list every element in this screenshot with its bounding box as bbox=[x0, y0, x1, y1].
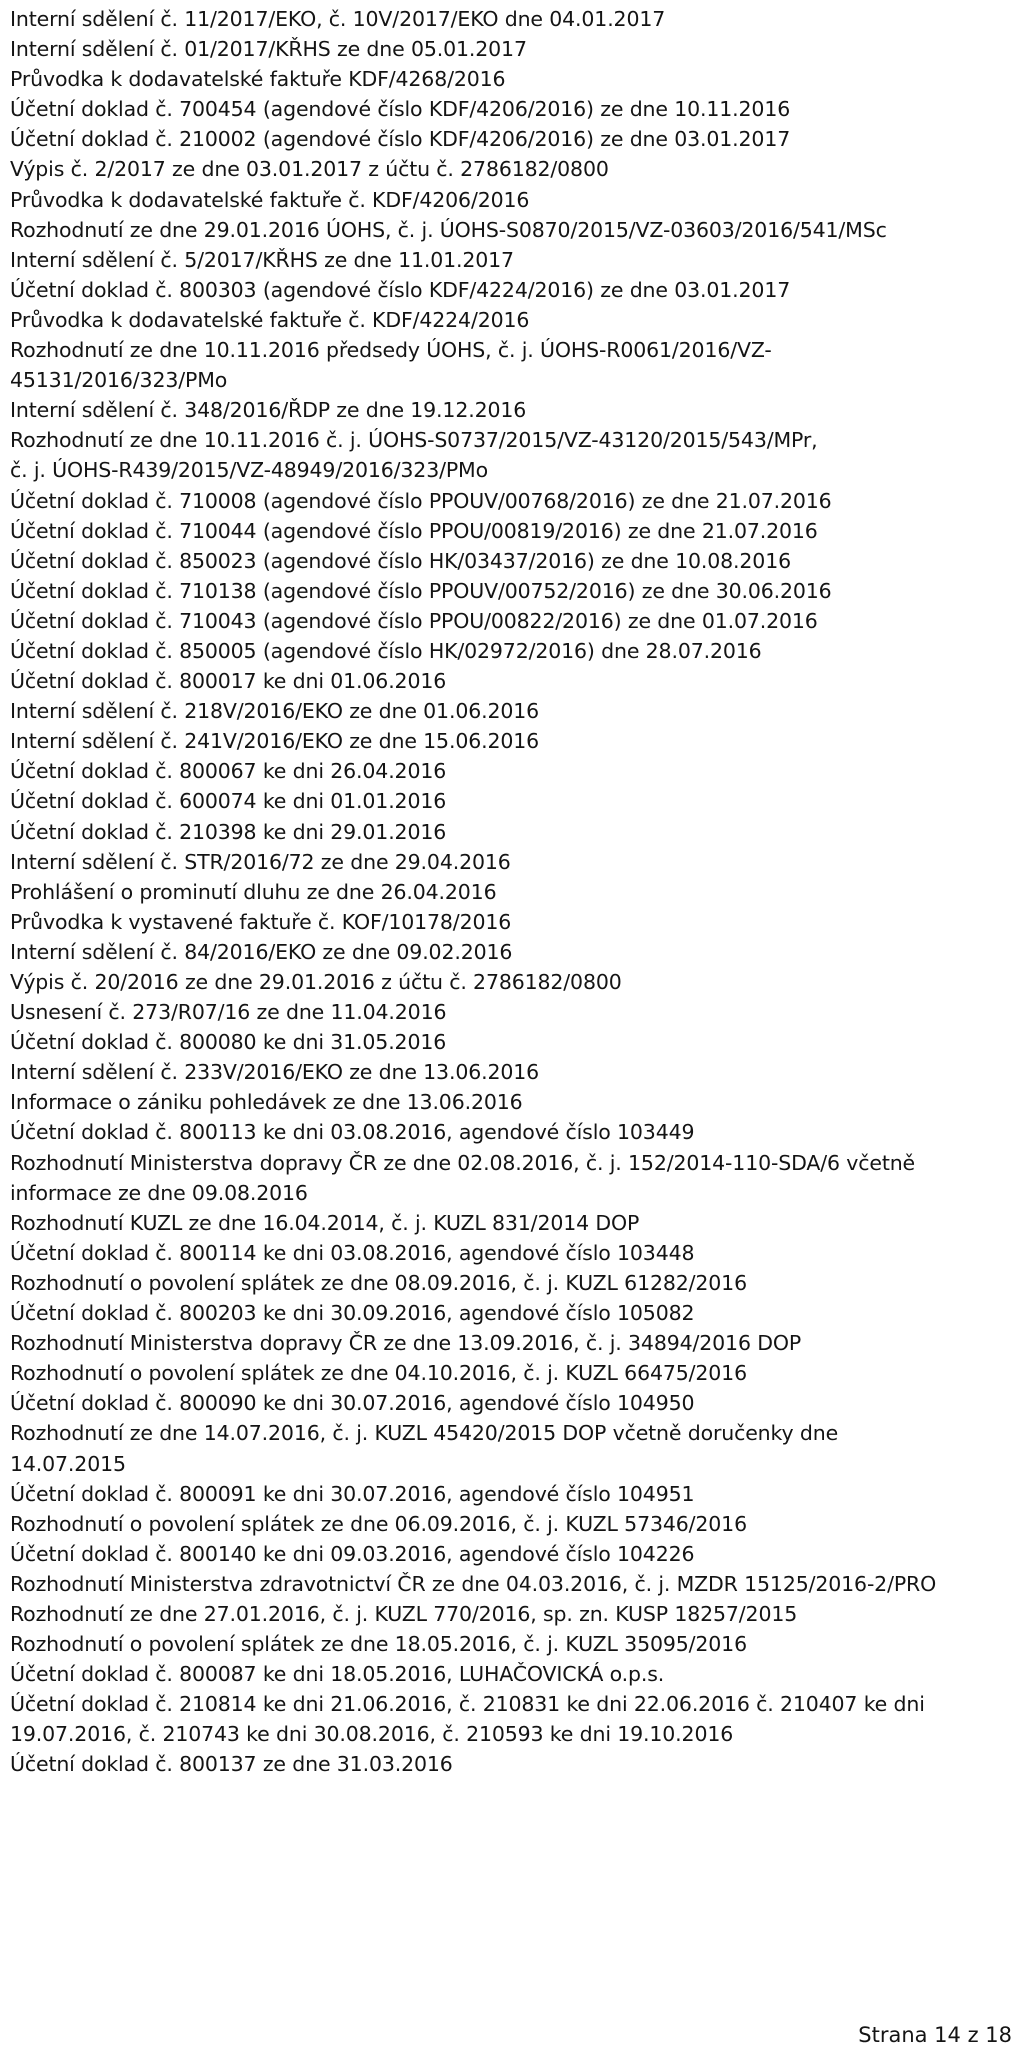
document-line: Účetní doklad č. 800114 ke dni 03.08.2016, agendové číslo 103448 bbox=[10, 1240, 695, 1265]
document-line: Účetní doklad č. 800080 ke dni 31.05.2016 bbox=[10, 1030, 447, 1055]
document-line: Rozhodnutí ze dne 10.11.2016 předsedy ÚOHS, č. j. ÚOHS-R0061/2016/VZ- bbox=[10, 338, 772, 363]
document-line: Rozhodnutí Ministerstva dopravy ČR ze dne 13.09.2016, č. j. 34894/2016 DOP bbox=[10, 1331, 802, 1356]
document-line: Interní sdělení č. 5/2017/KŘHS ze dne 11.01.2017 bbox=[10, 247, 514, 272]
document-line: Účetní doklad č. 800203 ke dni 30.09.2016, agendové číslo 105082 bbox=[10, 1301, 695, 1326]
document-line: Rozhodnutí ze dne 29.01.2016 ÚOHS, č. j. ÚOHS-S0870/2015/VZ-03603/2016/541/MSc bbox=[10, 217, 887, 242]
document-line: Interní sdělení č. 84/2016/EKO ze dne 09.02.2016 bbox=[10, 939, 513, 964]
document-line: Interní sdělení č. 11/2017/EKO, č. 10V/2017/EKO dne 04.01.2017 bbox=[10, 7, 666, 31]
page-number: Strana 14 z 18 bbox=[858, 2023, 1012, 2047]
document-line: Účetní doklad č. 210002 (agendové číslo KDF/4206/2016) ze dne 03.01.2017 bbox=[10, 127, 791, 152]
document-line: Účetní doklad č. 850005 (agendové číslo HK/02972/2016) dne 28.07.2016 bbox=[10, 638, 762, 663]
document-line: Účetní doklad č. 800140 ke dni 09.03.2016, agendové číslo 104226 bbox=[10, 1541, 695, 1566]
document-line: Účetní doklad č. 210398 ke dni 29.01.2016 bbox=[10, 819, 447, 844]
document-line: Průvodka k dodavatelské faktuře č. KDF/4206/2016 bbox=[10, 187, 530, 212]
document-line-list bbox=[10, 4, 1020, 1780]
document-line: informace ze dne 09.08.2016 bbox=[10, 1180, 308, 1205]
document-line: Účetní doklad č. 700454 (agendové číslo KDF/4206/2016) ze dne 10.11.2016 bbox=[10, 97, 791, 122]
document-line: Rozhodnutí o povolení splátek ze dne 04.10.2016, č. j. KUZL 66475/2016 bbox=[10, 1361, 747, 1386]
document-line: Rozhodnutí ze dne 10.11.2016 č. j. ÚOHS-S0737/2015/VZ-43120/2015/543/MPr, bbox=[10, 428, 818, 453]
document-line: 45131/2016/323/PMo bbox=[10, 368, 228, 393]
document-line: Interní sdělení č. 241V/2016/EKO ze dne 15.06.2016 bbox=[10, 729, 540, 754]
document-line: Účetní doklad č. 800113 ke dni 03.08.2016, agendové číslo 103449 bbox=[10, 1120, 695, 1145]
document-line: Rozhodnutí Ministerstva zdravotnictví ČR ze dne 04.03.2016, č. j. MZDR 15125/2016-2/PRO bbox=[10, 1571, 937, 1596]
document-line: Účetní doklad č. 800067 ke dni 26.04.2016 bbox=[10, 759, 447, 784]
document-line: Interní sdělení č. 348/2016/ŘDP ze dne 19.12.2016 bbox=[10, 398, 527, 423]
document-line: Účetní doklad č. 800303 (agendové číslo KDF/4224/2016) ze dne 03.01.2017 bbox=[10, 277, 791, 302]
document-line: Účetní doklad č. 710008 (agendové číslo PPOUV/00768/2016) ze dne 21.07.2016 bbox=[10, 488, 832, 513]
document-line: Výpis č. 2/2017 ze dne 03.01.2017 z účtu č. 2786182/0800 bbox=[10, 157, 609, 182]
document-line: Průvodka k dodavatelské faktuře KDF/4268/2016 bbox=[10, 67, 506, 92]
document-line: Účetní doklad č. 800137 ze dne 31.03.2016 bbox=[10, 1752, 453, 1777]
document-line: Interní sdělení č. 218V/2016/EKO ze dne 01.06.2016 bbox=[10, 699, 540, 724]
document-line: Interní sdělení č. STR/2016/72 ze dne 29.04.2016 bbox=[10, 849, 511, 874]
document-line: Rozhodnutí ze dne 27.01.2016, č. j. KUZL 770/2016, sp. zn. KUSP 18257/2015 bbox=[10, 1601, 798, 1626]
document-line: Účetní doklad č. 850023 (agendové číslo HK/03437/2016) ze dne 10.08.2016 bbox=[10, 548, 791, 573]
document-line: Účetní doklad č. 710043 (agendové číslo PPOU/00822/2016) ze dne 01.07.2016 bbox=[10, 608, 818, 633]
document-line: 19.07.2016, č. 210743 ke dni 30.08.2016, č. 210593 ke dni 19.10.2016 bbox=[10, 1722, 734, 1747]
document-line: Účetní doklad č. 800090 ke dni 30.07.2016, agendové číslo 104950 bbox=[10, 1391, 695, 1416]
document-line: Účetní doklad č. 600074 ke dni 01.01.2016 bbox=[10, 789, 447, 814]
document-line: Účetní doklad č. 800091 ke dni 30.07.2016, agendové číslo 104951 bbox=[10, 1481, 695, 1506]
document-line: Rozhodnutí KUZL ze dne 16.04.2014, č. j. KUZL 831/2014 DOP bbox=[10, 1210, 640, 1235]
document-line: Informace o zániku pohledávek ze dne 13.06.2016 bbox=[10, 1090, 523, 1115]
document-line: Výpis č. 20/2016 ze dne 29.01.2016 z účtu č. 2786182/0800 bbox=[10, 970, 622, 994]
document-line: Účetní doklad č. 800017 ke dni 01.06.2016 bbox=[10, 669, 447, 694]
document-line: Interní sdělení č. 233V/2016/EKO ze dne 13.06.2016 bbox=[10, 1060, 540, 1085]
document-line: Průvodka k dodavatelské faktuře č. KDF/4224/2016 bbox=[10, 307, 530, 332]
document-line: Účetní doklad č. 710138 (agendové číslo PPOUV/00752/2016) ze dne 30.06.2016 bbox=[10, 578, 832, 603]
document-line: Účetní doklad č. 800087 ke dni 18.05.2016, LUHAČOVICKÁ o.p.s. bbox=[10, 1662, 665, 1687]
document-line: Rozhodnutí Ministerstva dopravy ČR ze dne 02.08.2016, č. j. 152/2014-110-SDA/6 včetně bbox=[10, 1150, 916, 1175]
document-line: Usnesení č. 273/R07/16 ze dne 11.04.2016 bbox=[10, 1000, 447, 1025]
document-line: Rozhodnutí ze dne 14.07.2016, č. j. KUZL 45420/2015 DOP včetně doručenky dne bbox=[10, 1421, 839, 1446]
document-line: Průvodka k vystavené faktuře č. KOF/10178/2016 bbox=[10, 909, 512, 934]
document-line: Interní sdělení č. 01/2017/KŘHS ze dne 05.01.2017 bbox=[10, 37, 527, 62]
document-line: Rozhodnutí o povolení splátek ze dne 08.09.2016, č. j. KUZL 61282/2016 bbox=[10, 1270, 747, 1295]
document-line: Účetní doklad č. 710044 (agendové číslo PPOU/00819/2016) ze dne 21.07.2016 bbox=[10, 518, 818, 543]
document-line: Rozhodnutí o povolení splátek ze dne 06.09.2016, č. j. KUZL 57346/2016 bbox=[10, 1511, 747, 1536]
document-line: Prohlášení o prominutí dluhu ze dne 26.04.2016 bbox=[10, 879, 497, 904]
document-line: 14.07.2015 bbox=[10, 1451, 126, 1476]
document-line: Rozhodnutí o povolení splátek ze dne 18.05.2016, č. j. KUZL 35095/2016 bbox=[10, 1632, 747, 1657]
document-line: č. j. ÚOHS-R439/2015/VZ-48949/2016/323/PMo bbox=[10, 458, 488, 483]
document-line: Účetní doklad č. 210814 ke dni 21.06.2016, č. 210831 ke dni 22.06.2016 č. 210407 ke dni bbox=[10, 1692, 925, 1717]
